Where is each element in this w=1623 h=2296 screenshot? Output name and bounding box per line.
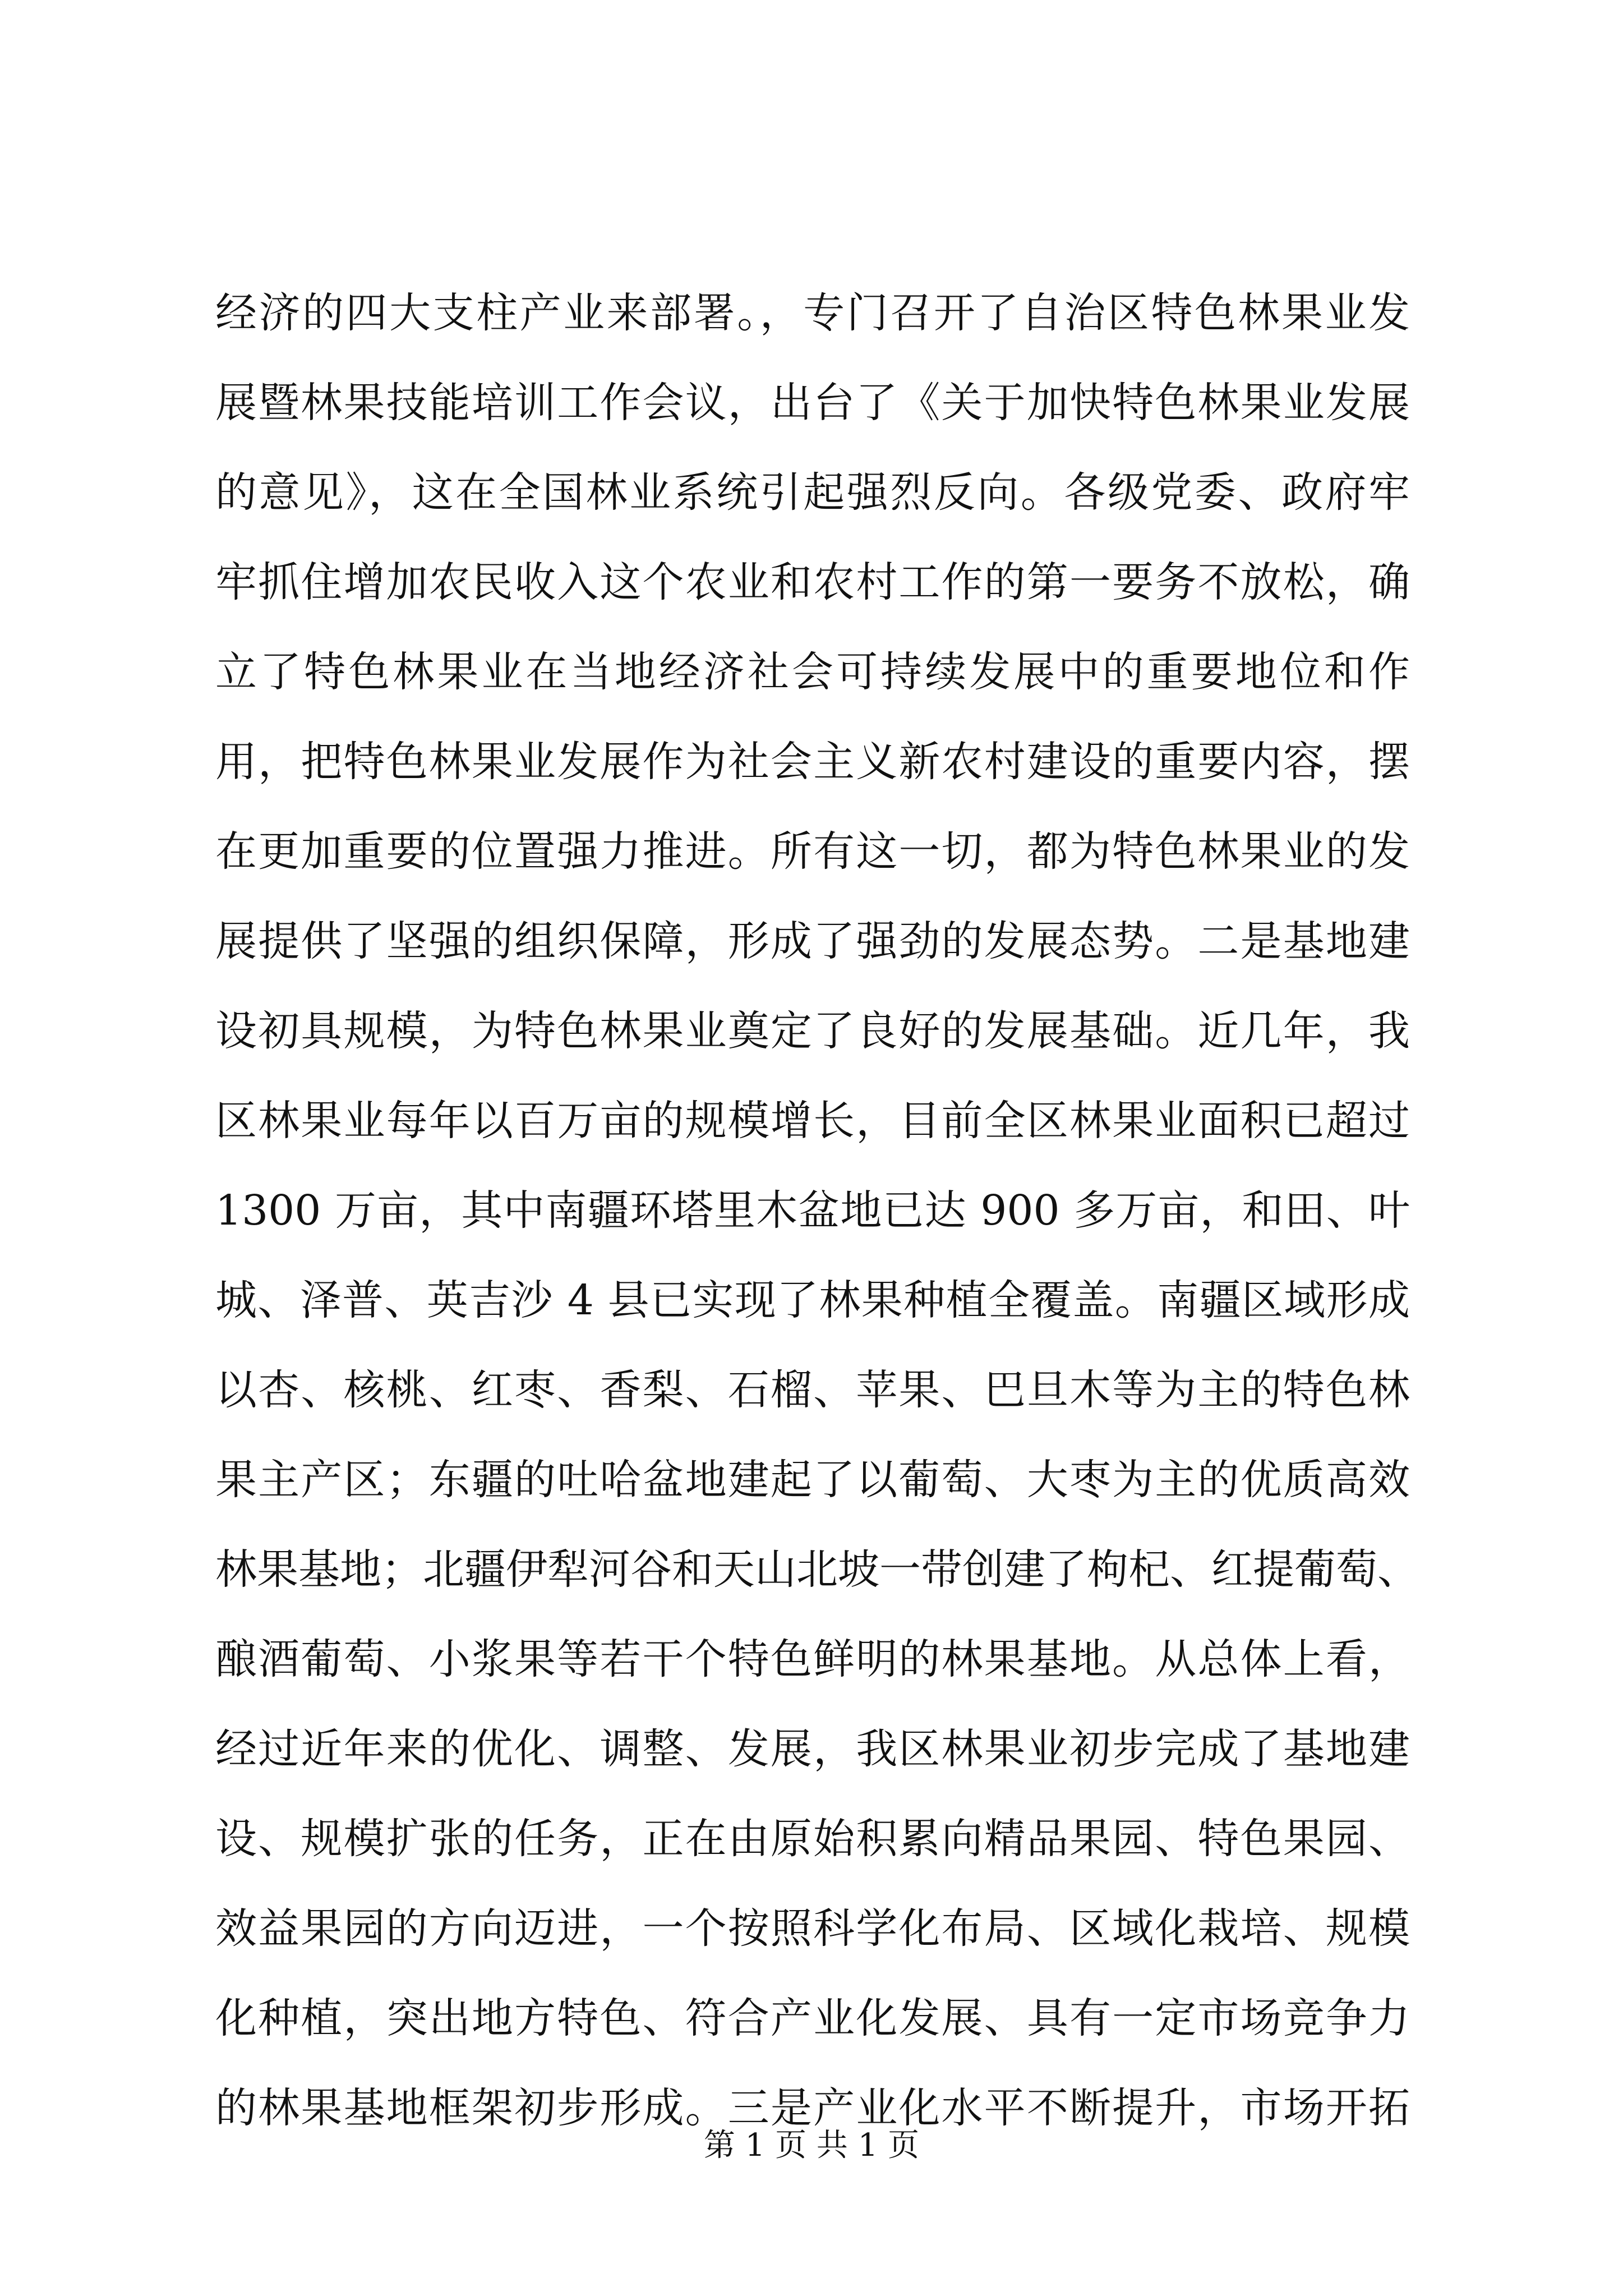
- text-line: 效益果园的方向迈进，一个按照科学化布局、区域化栽培、规模: [215, 1904, 1410, 1953]
- text-line: 设、规模扩张的任务，正在由原始积累向精品果园、特色果园、: [215, 1815, 1410, 1863]
- text-line: 林果基地；北疆伊犁河谷和天山北坡一带创建了枸杞、红提葡萄、: [215, 1545, 1419, 1594]
- text-line: 经过近年来的优化、调整、发展，我区林果业初步完成了基地建: [215, 1725, 1410, 1773]
- text-line: 以杏、核桃、红枣、香梨、石榴、苹果、巴旦木等为主的特色林: [215, 1366, 1410, 1414]
- text-line: 城、泽普、英吉沙 4 县已实现了林果种植全覆盖。南疆区域形成: [215, 1276, 1410, 1324]
- page-footer: 第 1 页 共 1 页: [703, 2127, 920, 2164]
- text-line: 在更加重要的位置强力推进。所有这一切，都为特色林果业的发: [215, 827, 1410, 876]
- text-line: 酿酒葡萄、小浆果等若干个特色鲜明的林果基地。从总体上看，: [215, 1635, 1410, 1683]
- text-line: 的林果基地框架初步形成。三是产业化水平不断提升，市场开拓: [215, 2084, 1410, 2132]
- text-line: 展暨林果技能培训工作会议，出台了《关于加快特色林果业发展: [215, 379, 1410, 427]
- text-line: 的意见》，这在全国林业系统引起强烈反向。各级党委、政府牢: [215, 468, 1410, 517]
- text-line: 果主产区；东疆的吐哈盆地建起了以葡萄、大枣为主的优质高效: [215, 1456, 1410, 1504]
- text-line: 经济的四大支柱产业来部署。，专门召开了自治区特色林果业发: [215, 289, 1410, 337]
- text-line: 牢抓住增加农民收入这个农业和农村工作的第一要务不放松，确: [215, 558, 1410, 606]
- text-line: 区林果业每年以百万亩的规模增长，目前全区林果业面积已超过: [215, 1097, 1410, 1145]
- text-line: 用，把特色林果业发展作为社会主义新农村建设的重要内容，摆: [215, 738, 1410, 786]
- text-line: 化种植，突出地方特色、符合产业化发展、具有一定市场竞争力: [215, 1994, 1410, 2042]
- text-line: 设初具规模，为特色林果业奠定了良好的发展基础。近几年，我: [215, 1007, 1410, 1055]
- text-line: 展提供了坚强的组织保障，形成了强劲的发展态势。二是基地建: [215, 917, 1410, 965]
- text-line: 立了特色林果业在当地经济社会可持续发展中的重要地位和作: [215, 648, 1410, 696]
- text-line: 1300 万亩，其中南疆环塔里木盆地已达 900 多万亩，和田、叶: [215, 1186, 1410, 1235]
